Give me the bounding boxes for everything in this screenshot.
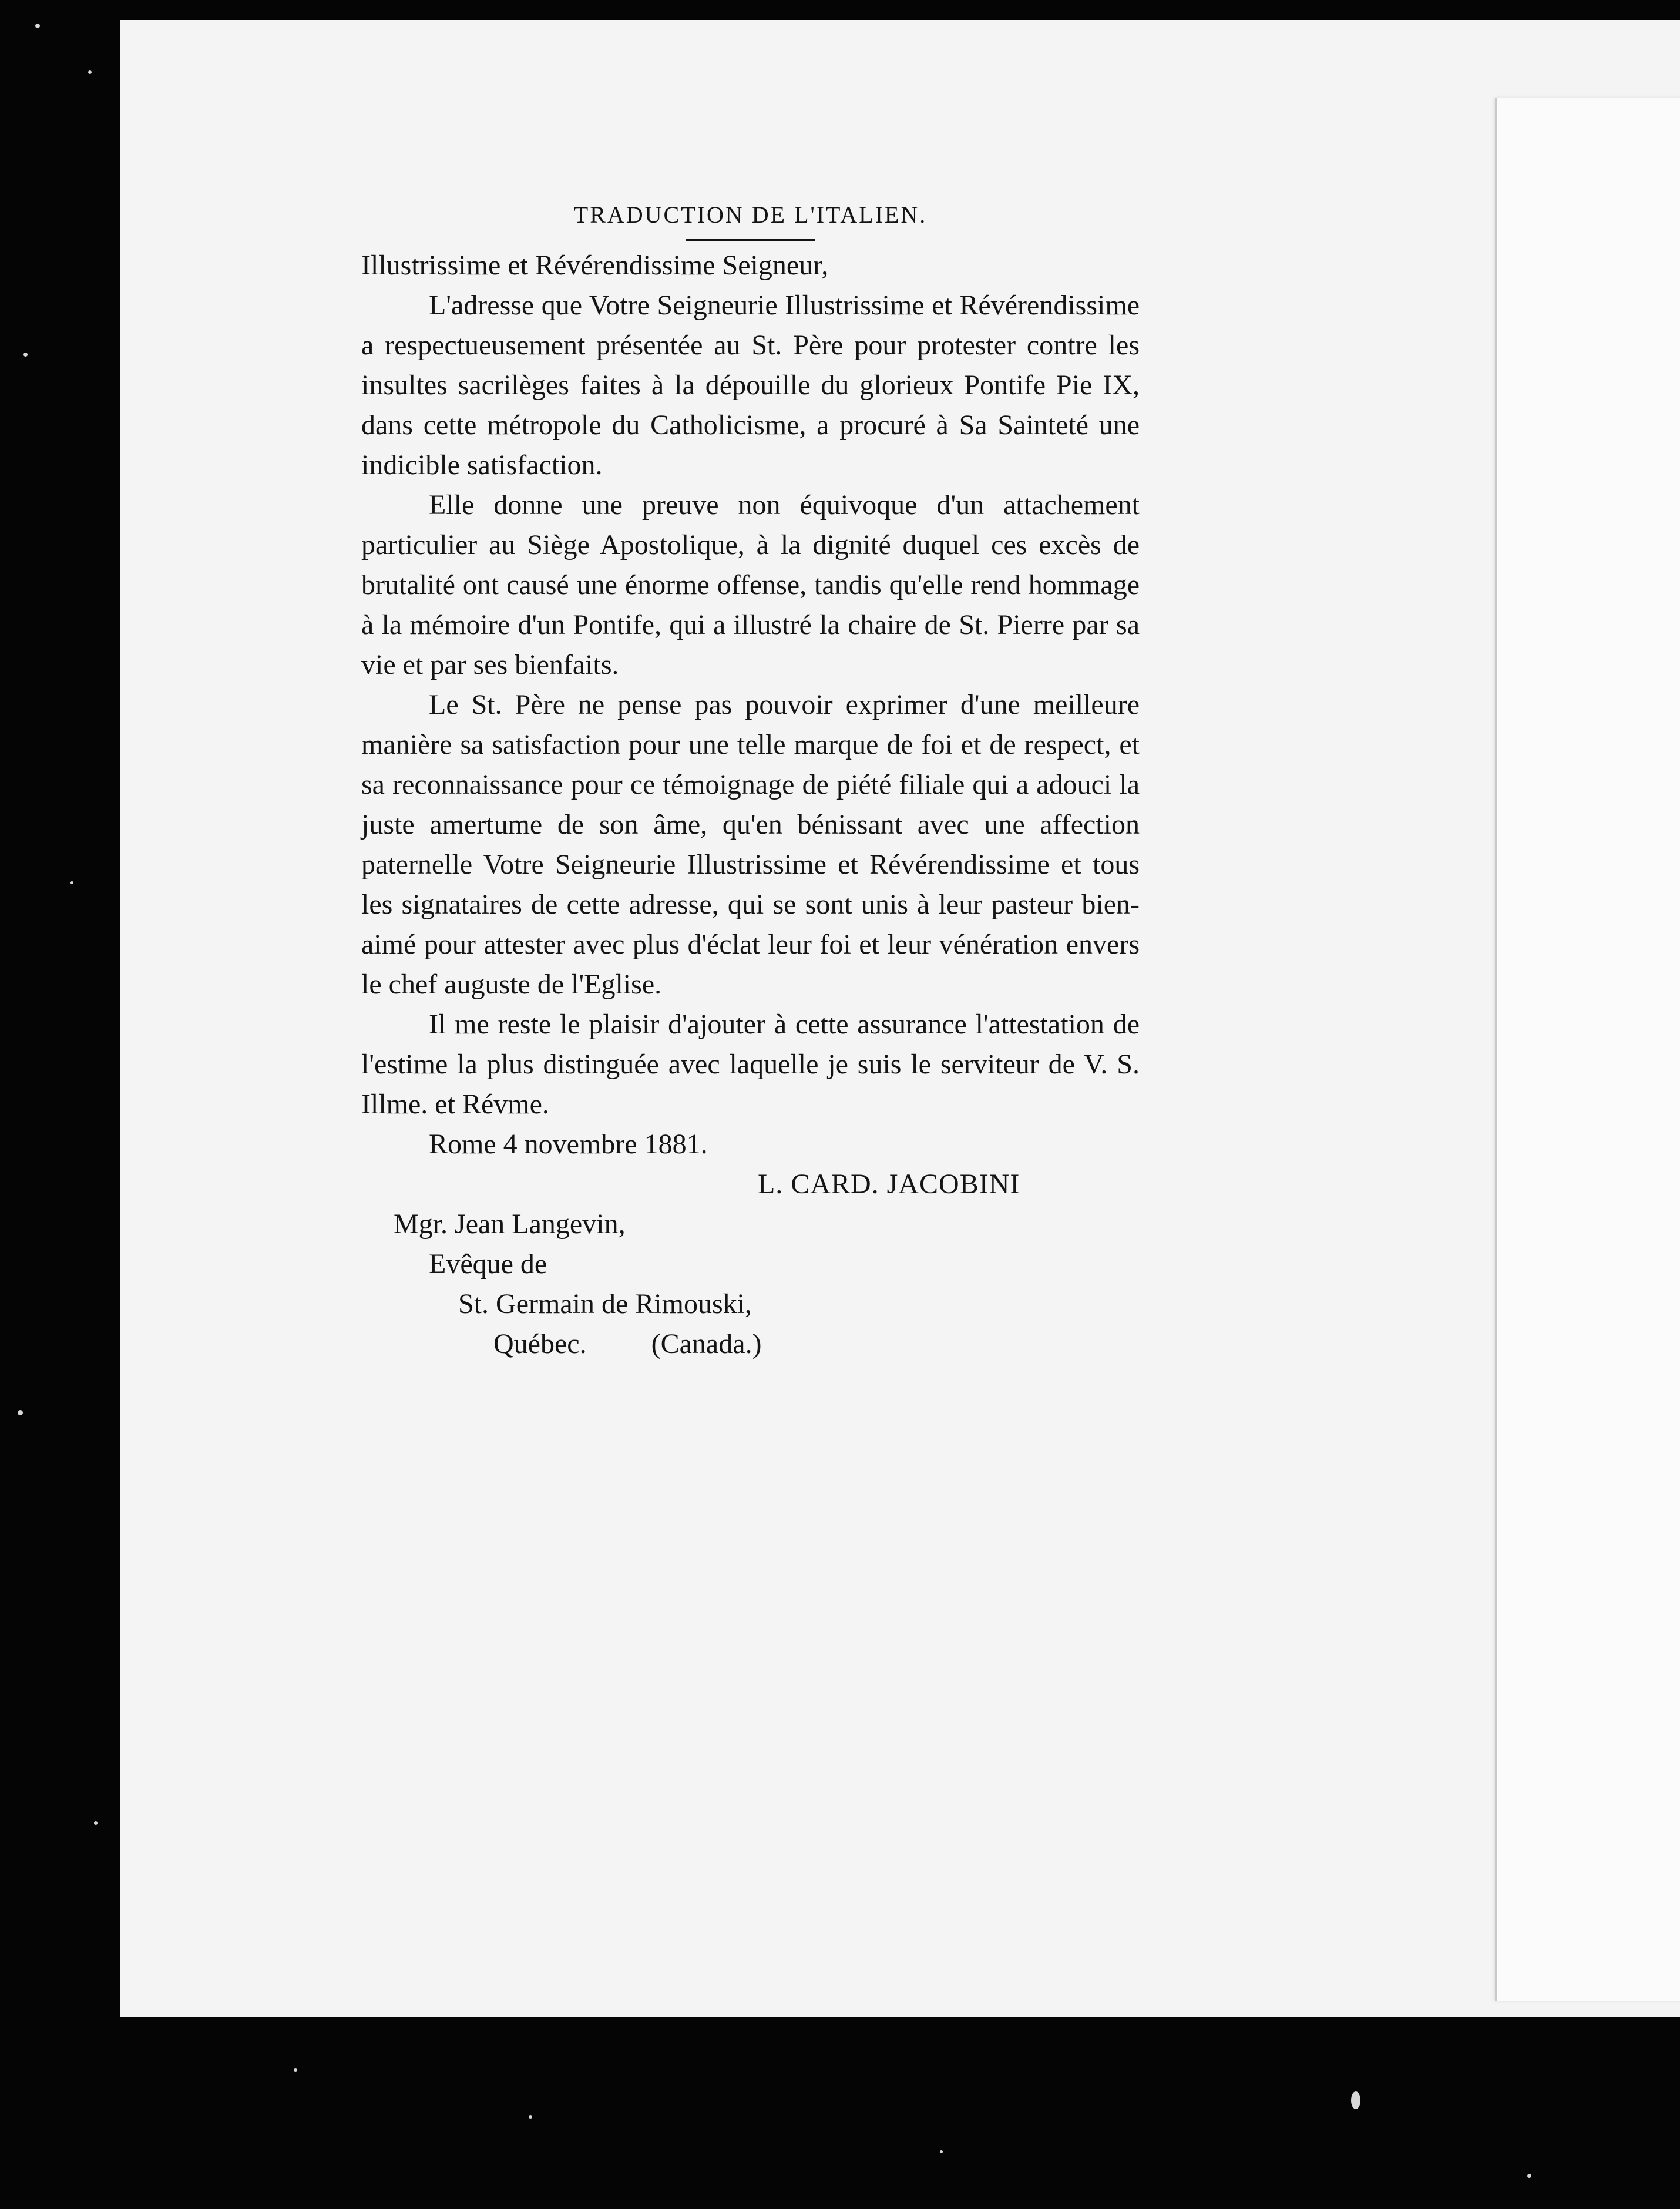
dust-speck [294,2068,297,2072]
salutation: Illustrissime et Révérendissime Seigneur, [361,250,829,281]
dust-speck [1351,2092,1360,2109]
paragraph-1: L'adresse que Votre Seigneurie Illustrissime et Révérendissime a respectueusement présentée au St. Père pour protester contre les insultes sacrilèges faites à la dépouille du glorieux Pontife Pie IX, dans cette métropole du Catholicisme, a procuré à Sa Sainteté une indicible satisfaction. [361,290,1140,481]
dust-speck [70,881,73,884]
letter-body [361,200,1140,1364]
addressee-country: (Canada.) [651,1328,762,1359]
addressee-see: St. Germain de Rimouski, [458,1288,752,1320]
dust-speck [1527,2174,1531,2178]
addressee-title: Evêque de [429,1248,547,1280]
dust-speck [18,1410,23,1415]
date-line: Rome 4 novembre 1881. [429,1129,708,1160]
signature: L. CARD. JACOBINI [758,1169,1020,1200]
dust-speck [529,2115,532,2119]
addressee-location [361,1324,1140,1364]
dust-speck [940,2150,943,2153]
dust-speck [35,24,40,28]
page-heading: TRADUCTION DE L'ITALIEN. [573,202,928,228]
dust-speck [94,1821,98,1825]
addressee-name: Mgr. Jean Langevin, [394,1208,626,1240]
paragraph-4: Il me reste le plaisir d'ajouter à cette assurance l'attestation de l'estime la plus distinguée avec laquelle je suis le serviteur de V. S. Illme. et Révme. [361,1009,1140,1120]
dust-speck [88,70,92,74]
paragraph-2: Elle donne une preuve non équivoque d'un attachement particulier au Siège Apostolique, à la dignité duquel ces excès de brutalité ont causé une énorme offense, tandis qu'elle rend hommage à la mémoire d'un Pontife, qui a illustré la chaire de St. Pierre par sa vie et par ses bienfaits. [361,489,1140,680]
heading-rule [686,239,815,241]
paragraph-3: Le St. Père ne pense pas pouvoir exprimer d'une meilleure manière sa satisfaction pour une telle marque de foi et de respect, et sa reconnaissance pour ce témoignage de piété filiale qui a adouci la juste amertume de son âme, qu'en bénissant avec une affection paternelle Votre Seigneurie Illustrissime et Révérendissime et tous les signataires de cette adresse, qui se sont unis à leur pasteur bien-aimé pour attester avec plus d'éclat leur foi et leur vénération envers le chef auguste de l'Eglise. [361,689,1140,1000]
folded-page-flap [1495,98,1680,2001]
addressee-city: Québec. [493,1328,587,1359]
dust-speck [23,352,28,357]
